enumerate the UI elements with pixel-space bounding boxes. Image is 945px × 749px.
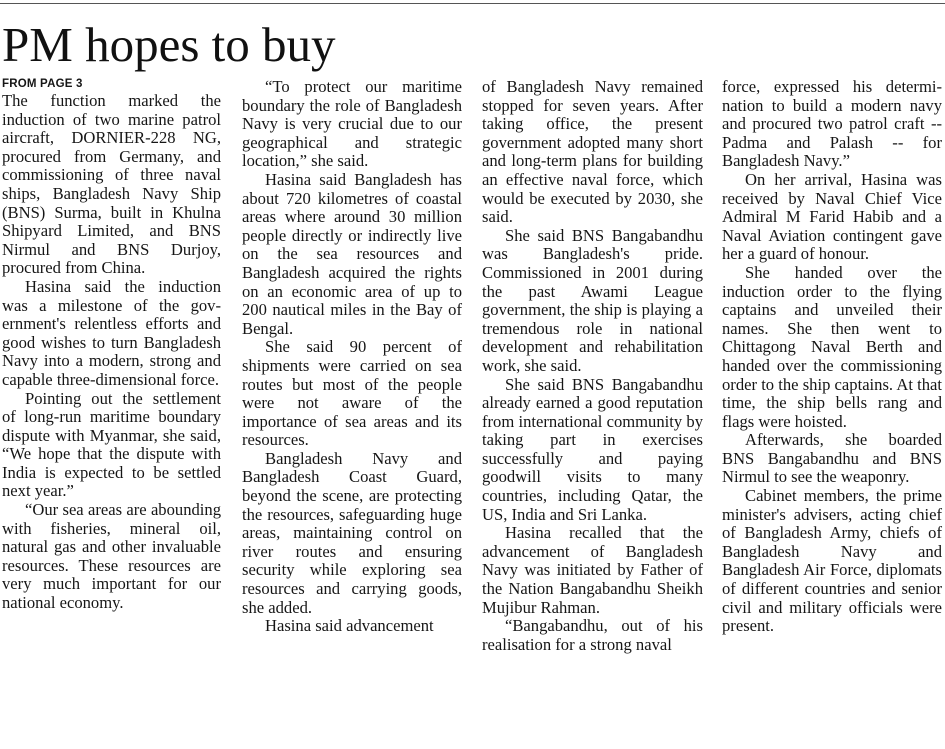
paragraph: Hasina said Bangladesh has about 720 kilometres of coastal areas where around 30 million people directly or indirectly live on the sea resources and Bangladesh acquired the rights on an economic area of up to 200 nautical miles in the Bay of Bengal.	[242, 169, 462, 338]
paragraph: “To protect our maritime boundary the role of Bangladesh Navy is very crucial due to our geographical and strategic location,” she said.	[242, 77, 462, 171]
paragraph: She handed over the induction order to the flying captains and unveiled their names. She then went to Chittagong Naval Berth and handed over the commissioning order to the ship captains. At that time, the ship bells rang and flags were hoisted.	[722, 262, 942, 431]
paragraph: “Our sea areas are abounding with fisheries, mineral oil, natural gas and other invaluable resources. These resources are very much important for our national economy.	[2, 500, 221, 613]
paragraph: Afterwards, she boarded BNS Bangabandhu and BNS Nirmul to see the weaponry.	[722, 430, 942, 487]
paragraph: Hasina said advancement	[265, 616, 434, 636]
article-column-1	[2, 78, 221, 613]
paragraph: force, expressed his determination to build a modern navy and procured two patrol craft -- Padma and Palash -- for Bangladesh Navy.”	[722, 77, 942, 171]
paragraph: She said 90 percent of shipments were carried on sea routes but most of the people were not aware of the importance of sea areas and its resources.	[242, 337, 462, 450]
article-column-3	[482, 78, 703, 654]
paragraph: Cabinet members, the prime minister's advisers, acting chief of Bangladesh Army, chiefs of Bangladesh Navy and Bangladesh Air Force, diplomats of different countries and senior civil and military officials were present.	[722, 486, 942, 636]
article-column-4	[722, 78, 942, 636]
paragraph: Bangladesh Navy and Bangladesh Coast Guard, beyond the scene, are protecting the resources, safeguarding huge areas, maintaining control on river routes and ensuring security while exploring sea resources and carrying goods, she added.	[242, 448, 462, 617]
paragraph: “Bangabandhu, out of his realisation for a strong naval	[482, 616, 703, 654]
paragraph: She said BNS Bangabandhu already earned a good reputation from international community by taking part in exercises successfully and paying goodwill visits to many countries, including Qatar, the US, India and Sri Lanka.	[482, 374, 703, 524]
article-column-2	[242, 78, 462, 636]
headline: PM hopes to buy	[2, 17, 336, 72]
paragraph: Pointing out the settlement of long-run maritime boundary dispute with Myanmar, she said, “We hope that the dispute with India is expected to be settled next year.”	[2, 388, 221, 501]
paragraph: Hasina recalled that the advancement of Bangladesh Navy was initiated by Father of the Nation Bangabandhu Sheikh Mujibur Rahman.	[482, 523, 703, 617]
continued-from-label: FROM PAGE 3	[2, 78, 83, 90]
paragraph: The function marked the induction of two marine patrol aircraft, DORNIER-228 NG, procured from Germany, and commissioning of three naval ships, Bangladesh Navy Ship (BNS) Surma, built in Khulna Shipyard Limited, and BNS Nirmul and BNS Durjoy, procured from China.	[2, 91, 221, 278]
paragraph: On her arrival, Hasina was received by Naval Chief Vice Admiral M Farid Habib and a Naval Aviation contingent gave her a guard of honour.	[722, 169, 942, 264]
top-rule	[0, 3, 945, 4]
paragraph: of Bangladesh Navy remained stopped for seven years. After taking office, the present government adopted many short and long-term plans for building an effective naval force, which would be executed by 2030, she said.	[482, 77, 703, 227]
paragraph: Hasina said the induction was a milestone of the government's relentless efforts and good wishes to turn Bangladesh Navy into a modern, strong and capable three-dimensional force.	[2, 276, 221, 389]
paragraph: She said BNS Bangabandhu was Bangladesh's pride. Commissioned in 2001 during the past Awami League government, the ship is playing a tremendous role in national development and rehabilitation work, she said.	[482, 225, 703, 375]
